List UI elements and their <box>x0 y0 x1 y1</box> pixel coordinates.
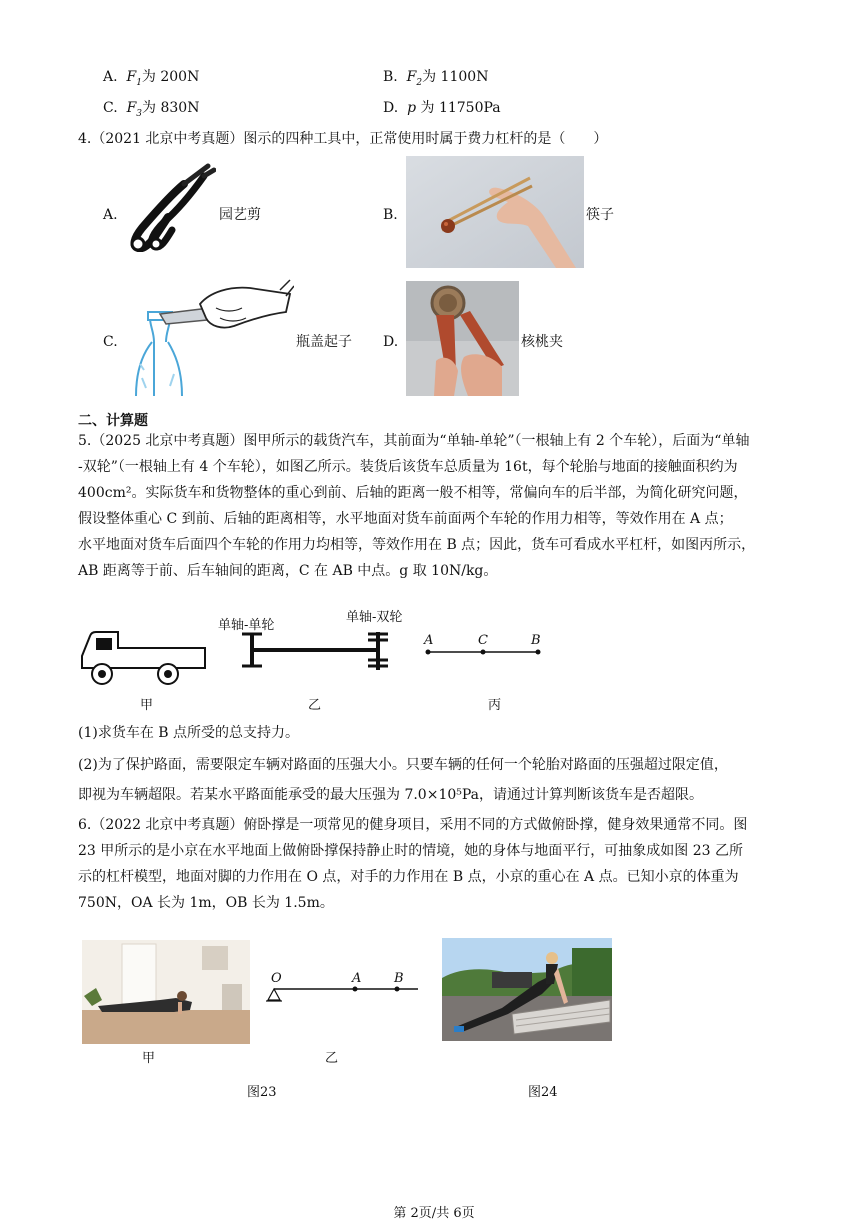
q5-line-1: 5.（2025 北京中考真题）图甲所示的载货汽车，其前面为“单轴-单轮”（一根轴上有 2 个车轮），后面为“单轴 <box>78 433 750 449</box>
q4-option-a-letter: A. <box>103 207 118 223</box>
point-c-label: C <box>478 633 488 648</box>
q3-option-c: C. $F_3$为 830N <box>103 100 200 119</box>
q4-option-a-label: 园艺剪 <box>219 207 261 223</box>
q5-line-3: 400cm²。实际货车和货物整体的重心到前、后轴的距离一般不相等，常偏向车的后半部，为简化研究问题， <box>78 485 748 501</box>
q3-option-a: A. $F_1$为 200N <box>103 69 200 88</box>
section-heading: 二、计算题 <box>78 413 148 429</box>
q4-option-c-letter: C. <box>103 334 118 350</box>
q6-text <box>78 812 794 916</box>
axle-diagram <box>238 630 394 674</box>
q5-sub1: (1)求货车在 B 点所受的总支持力。 <box>78 725 300 741</box>
q5-line-4: 假设整体重心 C 到前、后轴的距离相等，水平地面对货车前面两个车轮的作用力相等，等效作用在 A 点； <box>78 511 733 527</box>
point-a-label-23: A <box>352 971 362 986</box>
truck-diagram <box>78 628 210 690</box>
q6-line-4: 750N，OA 长为 1m，OB 长为 1.5m。 <box>78 895 334 911</box>
q6-line-2: 23 甲所示的是小京在水平地面上做俯卧撑保持静止时的情境，她的身体与地面平行，可抽象成如图 23 乙所 <box>78 843 743 859</box>
q4-option-d-label: 核桃夹 <box>521 334 563 350</box>
q5-line-5: 水平地面对货车后面四个车轮的作用力均相等，等效作用在 B 点；因此，货车可看成水平杠杆，如图丙所示， <box>78 537 756 553</box>
fig23-jia-label: 甲 <box>142 1051 156 1066</box>
lever-diagram-oab <box>266 980 424 1006</box>
fig-bing-label: 丙 <box>488 698 502 713</box>
fig24-caption: 图24 <box>528 1085 558 1100</box>
q4-option-b-letter: B. <box>383 207 398 223</box>
fig-yi-label: 乙 <box>308 698 322 713</box>
fig23-yi-label: 乙 <box>325 1051 339 1066</box>
q3-option-b: B. $F_2$为 1100N <box>383 69 489 88</box>
point-b-label: B <box>531 633 541 648</box>
q4-option-b-label: 筷子 <box>586 207 614 223</box>
point-a-label: A <box>424 633 434 648</box>
q5-line-6: AB 距离等于前、后车轴间的距离，C 在 AB 中点。g 取 10N/kg。 <box>78 563 498 579</box>
bench-pushup-photo <box>442 938 612 1041</box>
point-o-label: O <box>271 971 282 986</box>
front-axle-label: 单轴-单轮 <box>218 618 275 633</box>
q5-sub2-line1: (2)为了保护路面，需要限定车辆对路面的压强大小。只要车辆的任何一个轮胎对路面的压强超过限定值， <box>78 757 728 773</box>
q4-option-d-letter: D. <box>383 334 399 350</box>
chopsticks-image <box>406 156 584 268</box>
garden-shears-image <box>124 162 216 252</box>
pushup-floor-photo <box>82 940 250 1044</box>
fig-jia-label: 甲 <box>140 698 154 713</box>
q4-stem: 4.（2021 北京中考真题）图示的四种工具中，正常使用时属于费力杠杆的是（ ） <box>78 131 608 147</box>
nutcracker-image <box>406 281 519 396</box>
lever-diagram-abc <box>422 645 546 659</box>
page-footer: 第 2页/共 6页 <box>393 1206 475 1221</box>
q6-line-3: 示的杠杆模型，地面对脚的力作用在 O 点，对手的力作用在 B 点，小京的重心在 A 点。已知小京的体重为 <box>78 869 739 885</box>
q4-option-c-label: 瓶盖起子 <box>296 334 352 350</box>
q6-line-1: 6.（2022 北京中考真题）俯卧撑是一项常见的健身项目，采用不同的方式做俯卧撑，健身效果通常不同。图 <box>78 817 748 833</box>
q5-sub2-line2: 即视为车辆超限。若某水平路面能承受的最大压强为 7.0×10⁵Pa，请通过计算判断该货车是否超限。 <box>78 787 704 803</box>
q3-option-d: D. p 为 11750Pa <box>383 100 501 116</box>
bottle-opener-image <box>130 278 294 396</box>
fig23-caption: 图23 <box>247 1085 277 1100</box>
point-b-label-23: B <box>394 971 404 986</box>
rear-axle-label: 单轴-双轮 <box>346 610 403 625</box>
q5-line-2: -双轮”（一根轴上有 4 个车轮），如图乙所示。装货后该货车总质量为 16t，每个轮胎与地面的接触面积约为 <box>78 459 738 475</box>
q5-text <box>78 428 794 584</box>
